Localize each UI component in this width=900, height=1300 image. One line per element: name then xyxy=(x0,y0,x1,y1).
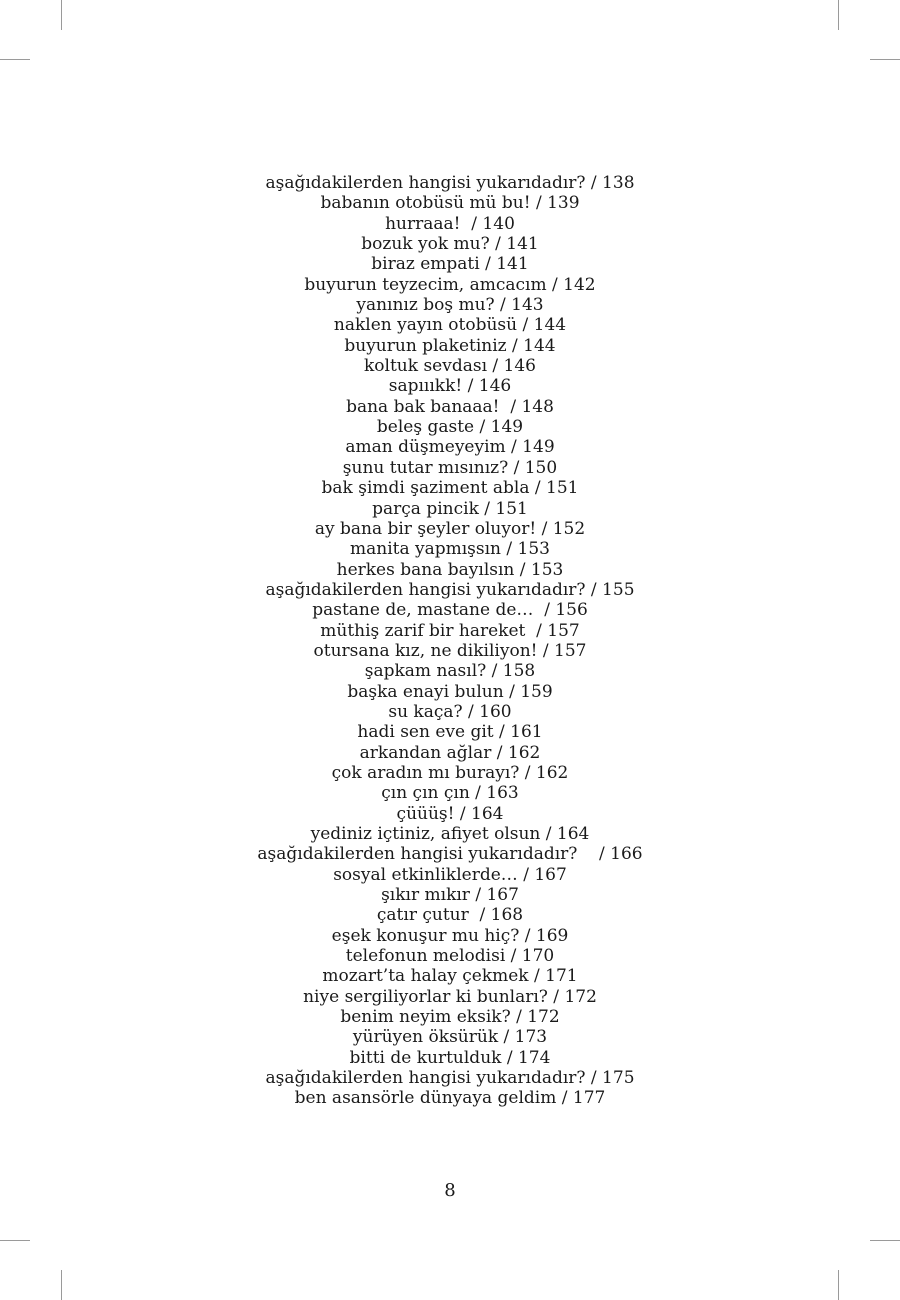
toc-entry: telefonun melodisi / 170 xyxy=(345,946,555,967)
crop-mark-left-bottom xyxy=(0,1240,30,1241)
toc-entry: ben asansörle dünyaya geldim / 177 xyxy=(294,1088,606,1109)
toc-entry: yürüyen öksürük / 173 xyxy=(352,1027,548,1048)
toc-entry: yediniz içtiniz, afiyet olsun / 164 xyxy=(310,824,590,844)
toc-entry: beleş gaste / 149 xyxy=(376,417,524,438)
crop-mark-top-left xyxy=(61,0,62,30)
toc-entry: niye sergiliyorlar ki bunları? / 172 xyxy=(303,986,597,1007)
toc-entry: bozuk yok mu? / 141 xyxy=(361,234,539,255)
toc-entry: müthiş zarif bir hareket / 157 xyxy=(320,620,580,641)
crop-mark-right-bottom xyxy=(870,1240,900,1241)
toc-entry: koltuk sevdası / 146 xyxy=(363,356,536,377)
toc-entry: şapkam nasıl? / 158 xyxy=(364,661,536,682)
toc-entry: başka enayi bulun / 159 xyxy=(347,681,553,702)
toc-entry: bak şimdi şaziment abla / 151 xyxy=(321,478,579,499)
toc-entry: çüüüş! / 164 xyxy=(396,803,504,824)
crop-mark-right-top xyxy=(870,59,900,60)
toc-entry: mozart’ta halay çekmek / 171 xyxy=(322,966,578,987)
toc-entry: manita yapmışsın / 153 xyxy=(349,539,550,560)
toc-entry: aşağıdakilerden hangisi yukarıdadır? / 138 xyxy=(265,173,635,193)
table-of-contents xyxy=(0,173,900,1109)
toc-entry: şunu tutar mısınız? / 150 xyxy=(342,457,558,478)
toc-entry: bana bak banaaa! / 148 xyxy=(346,396,554,417)
toc-entry: aman düşmeyeyim / 149 xyxy=(345,437,555,458)
toc-entry: şıkır mıkır / 167 xyxy=(381,885,519,906)
toc-entry: herkes bana bayılsın / 153 xyxy=(336,559,564,580)
toc-entry: pastane de, mastane de… / 156 xyxy=(312,600,588,621)
toc-entry: aşağıdakilerden hangisi yukarıdadır? / 175 xyxy=(265,1068,635,1089)
toc-entry: buyurun teyzecim, amcacım / 142 xyxy=(304,274,596,295)
page-number: 8 xyxy=(444,1180,456,1201)
toc-entry: hadi sen eve git / 161 xyxy=(357,722,543,743)
toc-entry: babanın otobüsü mü bu! / 139 xyxy=(320,193,580,214)
toc-entry: parça pincik / 151 xyxy=(372,498,528,519)
toc-entry: sapıııkk! / 146 xyxy=(388,376,512,397)
toc-entry: naklen yayın otobüsü / 144 xyxy=(333,315,567,336)
toc-entry: çın çın çın / 163 xyxy=(381,783,519,804)
crop-mark-bottom-right xyxy=(838,1270,839,1300)
toc-entry: ay bana bir şeyler oluyor! / 152 xyxy=(314,518,586,539)
toc-entry: eşek konuşur mu hiç? / 169 xyxy=(331,925,569,946)
toc-entry: sosyal etkinliklerde… / 167 xyxy=(333,864,567,885)
toc-entry: aşağıdakilerden hangisi yukarıdadır? / 166 xyxy=(257,844,643,865)
toc-entry: arkandan ağlar / 162 xyxy=(359,742,541,763)
toc-entry: çok aradın mı burayı? / 162 xyxy=(331,762,569,783)
crop-mark-bottom-left xyxy=(61,1270,62,1300)
toc-entry: çatır çutur / 168 xyxy=(376,905,524,926)
toc-entry: benim neyim eksik? / 172 xyxy=(340,1007,560,1028)
crop-mark-left-top xyxy=(0,59,30,60)
toc-entry: hurraaa! / 140 xyxy=(385,213,515,234)
toc-entry: su kaça? / 160 xyxy=(388,701,512,722)
toc-entry: biraz empati / 141 xyxy=(371,254,529,275)
crop-mark-top-right xyxy=(838,0,839,30)
toc-entry: yanınız boş mu? / 143 xyxy=(356,295,544,316)
toc-entry: buyurun plaketiniz / 144 xyxy=(344,335,556,356)
toc-entry: aşağıdakilerden hangisi yukarıdadır? / 155 xyxy=(265,579,635,600)
toc-entry: otursana kız, ne dikiliyon! / 157 xyxy=(313,640,587,661)
toc-entry: bitti de kurtulduk / 174 xyxy=(349,1047,551,1068)
